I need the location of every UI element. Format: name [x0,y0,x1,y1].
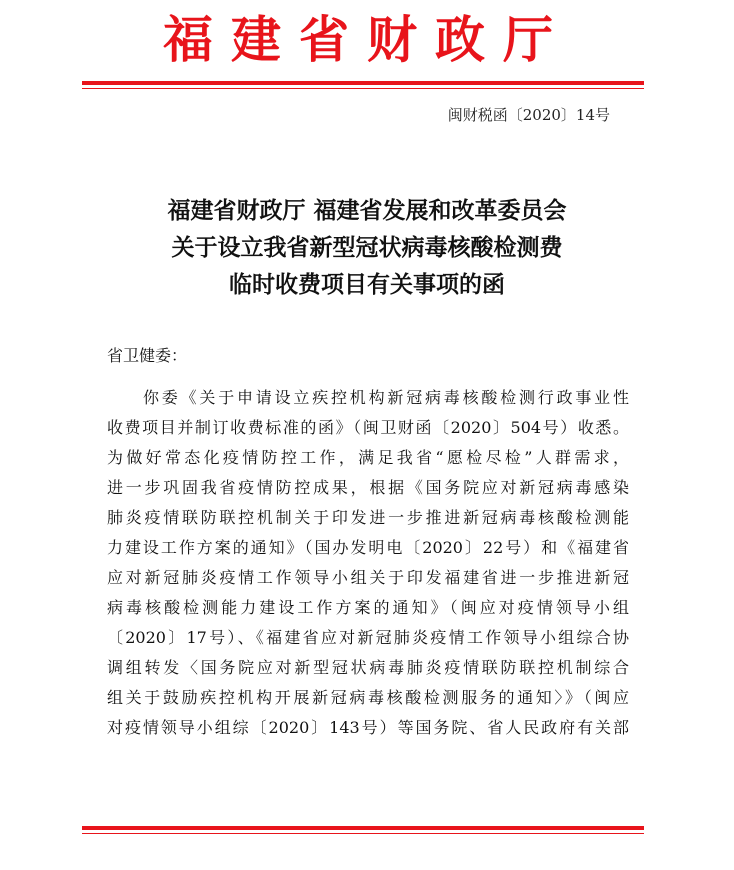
masthead-title: 福建省财政厅 [163,10,571,69]
document-title [0,192,734,303]
body-line: 收费项目并制订收费标准的函》（闽卫财函〔2020〕504号）收悉。 [107,418,629,437]
body-line: 病毒核酸检测能力建设工作方案的通知》（闽应对疫情领导小组 [107,598,629,617]
title-line: 福建省财政厅 福建省发展和改革委员会 [167,197,567,224]
body-line: 你委《关于申请设立疾控机构新冠病毒核酸检测行政事业性 [143,388,629,407]
footer-rule-thin [82,833,644,834]
body-line: 〔2020〕17号）、《福建省应对新冠肺炎疫情工作领导小组综合协 [107,628,629,647]
masthead-rule-thin [82,88,644,89]
title-line: 临时收费项目有关事项的函 [229,271,505,298]
document-number: 闽财税函〔2020〕14号 [447,106,610,124]
body-line: 进一步巩固我省疫情防控成果，根据《国务院应对新冠病毒感染 [107,478,629,497]
footer-rule-thick [82,826,644,830]
body-text [107,383,629,743]
body-line: 力建设工作方案的通知》（国办发明电〔2020〕22号）和《福建省 [107,538,629,557]
body-line: 组关于鼓励疾控机构开展新冠病毒核酸检测服务的通知〉》（闽应 [107,688,629,707]
salutation: 省卫健委： [107,346,188,365]
title-line: 关于设立我省新型冠状病毒核酸检测费 [171,234,563,261]
body-line: 对疫情领导小组综〔2020〕143号）等国务院、省人民政府有关部 [107,718,629,737]
body-line: 应对新冠肺炎疫情工作领导小组关于印发福建省进一步推进新冠 [107,568,629,587]
masthead-rule-thick [82,81,644,85]
body-line: 调组转发〈国务院应对新型冠状病毒肺炎疫情联防联控机制综合 [107,658,629,677]
body-line: 为做好常态化疫情防控工作，满足我省“愿检尽检”人群需求， [107,448,629,467]
body-line: 肺炎疫情联防联控机制关于印发进一步推进新冠病毒核酸检测能 [107,508,629,527]
